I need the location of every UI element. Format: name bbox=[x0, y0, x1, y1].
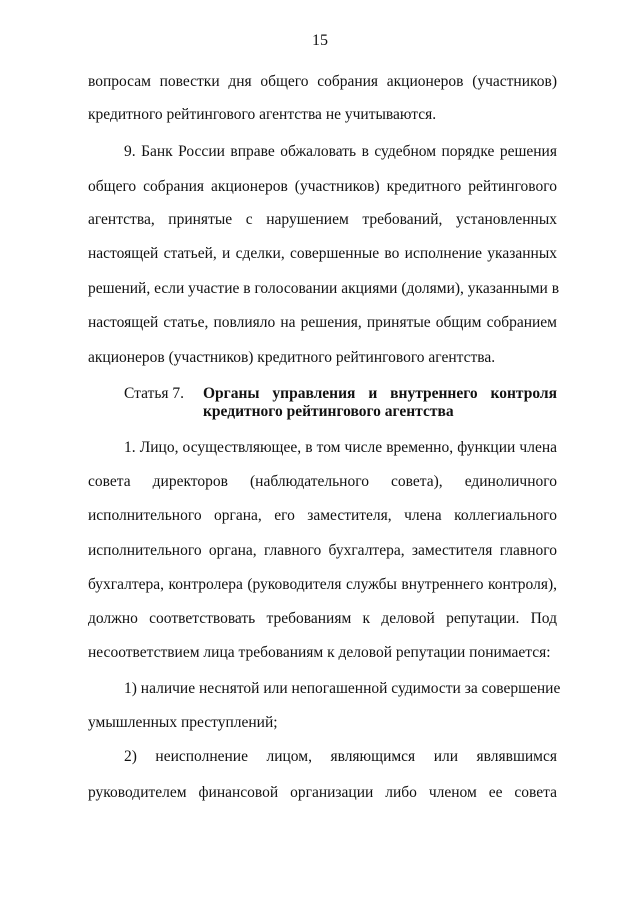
article-title: Органы управления и внутреннего контроля bbox=[203, 385, 557, 402]
text-line: 1. Лицо, осуществляющее, в том числе временно, функции члена bbox=[124, 439, 557, 456]
text-line: 1) наличие неснятой или непогашенной судимости за совершение bbox=[124, 680, 561, 697]
text-line: исполнительного органа, его заместителя, члена коллегиального bbox=[88, 507, 557, 524]
text-line: общего собрания акционеров (участников) кредитного рейтингового bbox=[88, 178, 557, 195]
text-line: руководителем финансовой организации либо членом ее совета bbox=[88, 784, 557, 801]
article-number: Статья 7. bbox=[124, 385, 185, 402]
text-line: акционеров (участников) кредитного рейтингового агентства. bbox=[88, 349, 496, 366]
text-line: настоящей статье, повлияло на решения, принятые общим собранием bbox=[88, 314, 557, 331]
text-line: решений, если участие в голосовании акциями (долями), указанными в bbox=[88, 280, 560, 297]
page-number: 15 bbox=[312, 32, 328, 49]
text-line: бухгалтера, контролера (руководителя службы внутреннего контроля), bbox=[88, 576, 557, 593]
text-line: кредитного рейтингового агентства не учитываются. bbox=[88, 106, 437, 123]
text-line: совета директоров (наблюдательного совета), единоличного bbox=[88, 473, 557, 490]
text-line: исполнительного органа, главного бухгалтера, заместителя главного bbox=[88, 542, 557, 559]
text-line: вопросам повестки дня общего собрания акционеров (участников) bbox=[88, 73, 557, 90]
text-line: несоответствием лица требованиям к деловой репутации понимается: bbox=[88, 644, 551, 661]
text-line: настоящей статьей, и сделки, совершенные во исполнение указанных bbox=[88, 245, 557, 262]
article-title: кредитного рейтингового агентства bbox=[203, 403, 454, 420]
text-line: умышленных преступлений; bbox=[88, 714, 278, 731]
text-line: агентства, принятые с нарушением требований, установленных bbox=[88, 211, 557, 228]
text-line: 9. Банк России вправе обжаловать в судебном порядке решения bbox=[124, 143, 557, 160]
text-line: 2) неисполнение лицом, являющимся или являвшимся bbox=[124, 748, 557, 765]
text-line: должно соответствовать требованиям к деловой репутации. Под bbox=[88, 610, 557, 627]
